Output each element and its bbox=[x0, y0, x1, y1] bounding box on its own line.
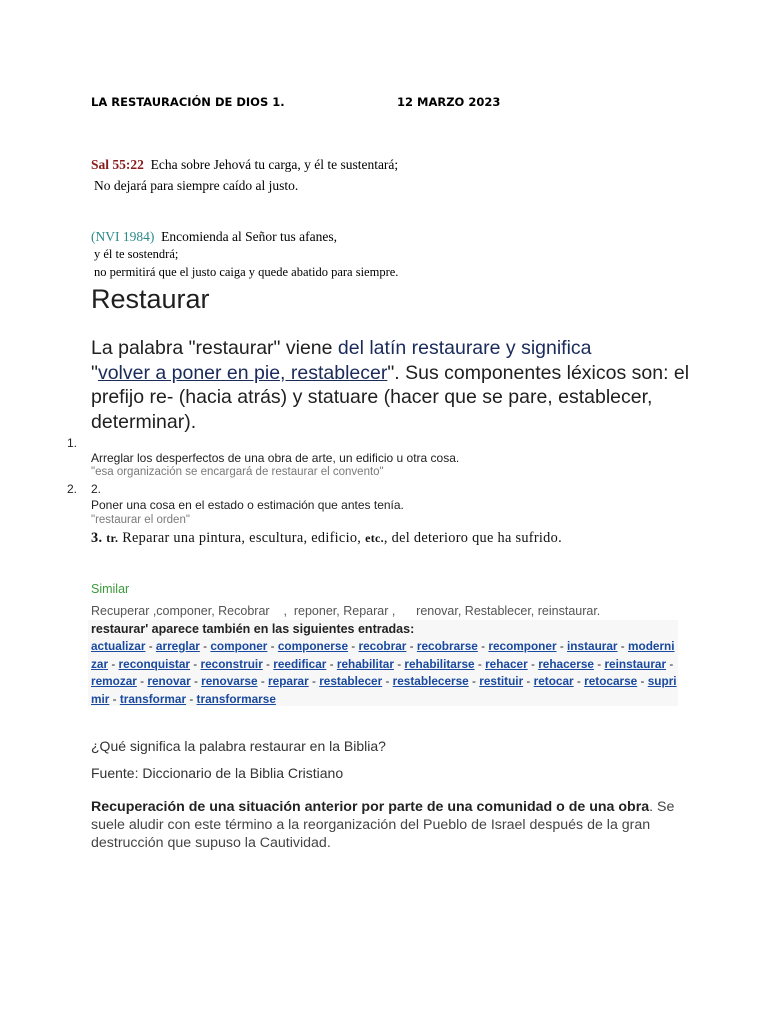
link-separator: - bbox=[257, 674, 269, 688]
link-separator: - bbox=[382, 674, 393, 688]
related-link[interactable]: reconstruir bbox=[200, 656, 263, 671]
def-3-etc: etc. bbox=[365, 531, 384, 545]
link-separator: - bbox=[593, 656, 605, 671]
related-link[interactable]: transformar bbox=[119, 691, 187, 706]
related-link[interactable]: reinstaurar bbox=[604, 656, 667, 671]
def-3-number: 3. bbox=[91, 530, 103, 546]
intro-quote-open: " bbox=[91, 361, 98, 384]
link-separator: - bbox=[190, 656, 201, 671]
def-3-line bbox=[91, 530, 562, 547]
related-links-list bbox=[91, 638, 678, 708]
def-3-category: tr. bbox=[106, 531, 119, 545]
def-3-text-2: , del deterioro que ha sufrido. bbox=[383, 530, 562, 546]
verse-1-line-1 bbox=[91, 157, 398, 173]
link-separator: - bbox=[108, 656, 119, 671]
similar-label: Similar bbox=[91, 582, 130, 596]
def-1-example: "esa organización se encargará de restaurar el convento" bbox=[91, 466, 384, 478]
def-2-number-inline: 2. bbox=[91, 482, 102, 496]
verse-2-text-3: no permitirá que el justo caiga y quede abatido para siempre. bbox=[94, 265, 399, 279]
intro-paragraph bbox=[91, 336, 691, 434]
related-link[interactable]: componerse bbox=[277, 639, 349, 653]
link-separator: - bbox=[145, 639, 156, 653]
related-link[interactable]: retocar bbox=[533, 674, 574, 688]
link-separator: - bbox=[666, 656, 674, 671]
related-link[interactable]: remozar bbox=[91, 674, 137, 688]
related-link[interactable]: rehabilitar bbox=[336, 656, 394, 671]
related-intro bbox=[91, 622, 414, 636]
verse-2-reference: (NVI 1984) bbox=[91, 229, 155, 244]
link-separator: - bbox=[186, 691, 197, 706]
related-link[interactable]: reparar bbox=[268, 674, 309, 688]
related-link[interactable]: actualizar bbox=[91, 639, 146, 653]
def-3-text-1: Reparar una pintura, escultura, edificio, bbox=[122, 530, 362, 546]
link-separator: - bbox=[468, 674, 480, 688]
def-2-text: Poner una cosa en el estado o estimación que antes tenía. bbox=[91, 498, 404, 512]
related-link[interactable]: rehacer bbox=[485, 656, 528, 671]
source-line: Fuente: Diccionario de la Biblia Cristiano bbox=[91, 765, 344, 781]
def-1-text: Arreglar los desperfectos de una obra de arte, un edificio u otra cosa. bbox=[91, 451, 460, 465]
verse-2-line-1 bbox=[91, 229, 337, 245]
link-separator: - bbox=[267, 639, 278, 653]
related-link[interactable]: arreglar bbox=[155, 639, 200, 653]
link-separator: - bbox=[190, 674, 202, 688]
related-link[interactable]: recobrar bbox=[358, 639, 407, 653]
link-separator: - bbox=[393, 656, 405, 671]
link-separator: - bbox=[527, 656, 539, 671]
link-separator: - bbox=[308, 674, 320, 688]
def-1-number: 1. bbox=[67, 436, 78, 450]
related-link[interactable]: reedificar bbox=[273, 656, 327, 671]
link-separator: - bbox=[556, 639, 568, 653]
link-separator: - bbox=[348, 639, 359, 653]
related-entries-box bbox=[88, 620, 678, 706]
verse-2-text-2: y él te sostendrá; bbox=[94, 247, 179, 261]
question-line: ¿Qué significa la palabra restaurar en la Biblia? bbox=[91, 738, 386, 754]
related-link[interactable]: componer bbox=[210, 639, 268, 653]
def-2-example: "restaurar el orden" bbox=[91, 514, 190, 526]
verse-2-text-1: Encomienda al Señor tus afanes, bbox=[161, 229, 337, 244]
intro-text-1: La palabra "restaurar" viene bbox=[91, 337, 338, 359]
related-link[interactable]: renovar bbox=[147, 674, 191, 688]
verse-1-text-2: No dejará para siempre caído al justo. bbox=[94, 178, 299, 193]
link-separator: - bbox=[477, 639, 489, 653]
related-link[interactable]: renovarse bbox=[201, 674, 258, 688]
document-date: 12 MARZO 2023 bbox=[397, 95, 501, 109]
related-link[interactable]: suprimir bbox=[91, 674, 677, 706]
related-intro-text: aparece también en las siguientes entradas: bbox=[148, 622, 415, 636]
related-link[interactable]: retocarse bbox=[584, 674, 638, 688]
related-link[interactable]: restablecer bbox=[319, 674, 383, 688]
link-separator: - bbox=[109, 691, 120, 706]
link-separator: - bbox=[199, 639, 211, 653]
link-separator: - bbox=[262, 656, 274, 671]
link-separator: - bbox=[326, 656, 337, 671]
link-separator: - bbox=[617, 639, 628, 653]
final-bold-text: Recuperación de una situación anterior por parte de una comunidad o de una obra bbox=[91, 799, 650, 815]
intro-definition-link[interactable]: volver a poner en pie, restablecer bbox=[97, 361, 388, 384]
intro-text-3: ". Sus componentes léxicos son: el prefijo re- (hacia atrás) y statuare (hacer que se pare, establecer, determinar). bbox=[91, 361, 690, 433]
link-separator: - bbox=[637, 674, 648, 688]
related-link[interactable]: restablecerse bbox=[392, 674, 469, 688]
related-link[interactable]: rehacerse bbox=[538, 656, 594, 671]
final-rest-text: . Se suele aludir con este término a la reorganización del Pueblo de Israel después de la gran destrucción que supuso la Cautividad. bbox=[91, 799, 675, 851]
link-separator: - bbox=[474, 656, 486, 671]
verse-1-text-1: Echa sobre Jehová tu carga, y él te sustentará; bbox=[150, 157, 399, 172]
related-link[interactable]: transformarse bbox=[196, 691, 276, 706]
def-2-number: 2. bbox=[67, 482, 78, 496]
link-separator: - bbox=[573, 674, 585, 688]
final-paragraph bbox=[91, 798, 691, 852]
document-title: LA RESTAURACIÓN DE DIOS 1. bbox=[91, 95, 285, 109]
intro-text-2: del latín restaurare y significa bbox=[337, 337, 592, 359]
related-link[interactable]: reconquistar bbox=[118, 656, 191, 671]
section-heading: Restaurar bbox=[91, 284, 210, 314]
related-link[interactable]: restituir bbox=[479, 674, 524, 688]
link-separator: - bbox=[136, 674, 148, 688]
related-link[interactable]: modernizar bbox=[91, 639, 675, 671]
related-link[interactable]: rehabilitarse bbox=[404, 656, 475, 671]
verse-1-reference: Sal 55:22 bbox=[91, 157, 144, 172]
related-word: restaurar' bbox=[91, 622, 149, 636]
link-separator: - bbox=[523, 674, 534, 688]
similar-list: Recuperar ,componer, Recobrar , reponer, Reparar , renovar, Restablecer, reinstaurar. bbox=[91, 604, 601, 618]
link-separator: - bbox=[406, 639, 417, 653]
related-link[interactable]: recobrarse bbox=[416, 639, 478, 653]
related-link[interactable]: recomponer bbox=[488, 639, 557, 653]
related-link[interactable]: instaurar bbox=[567, 639, 618, 653]
